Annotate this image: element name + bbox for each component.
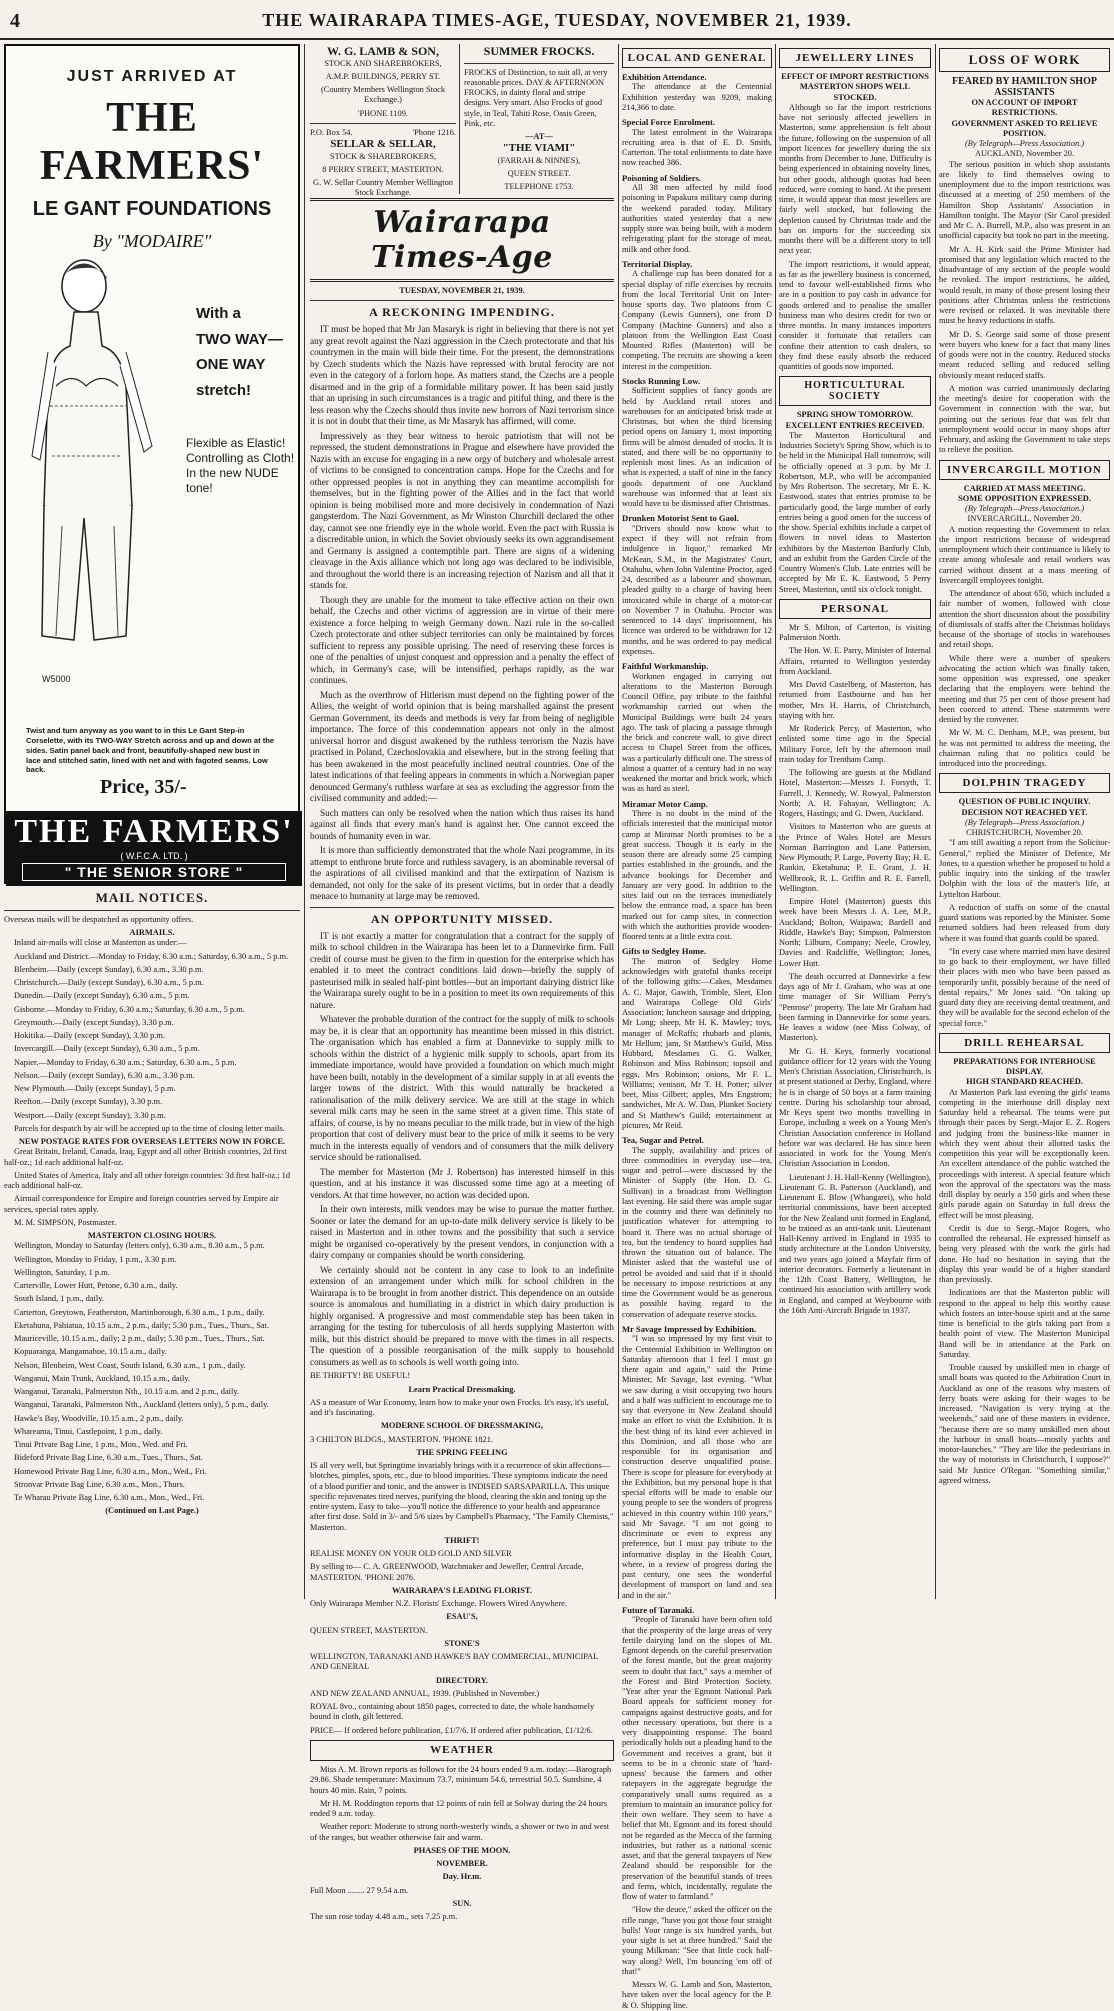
local-item-heading: Tea, Sugar and Petrol. [622, 1135, 704, 1146]
ad-thrifty: BE THRIFTY! BE USEFUL! [310, 1371, 411, 1381]
editorial-date: TUESDAY, NOVEMBER 21, 1939. [399, 286, 525, 295]
postage-heading: NEW POSTAGE RATES FOR OVERSEAS LETTERS NOW IN FORCE. [18, 1137, 286, 1147]
ad-learn: Learn Practical Dressmaking. [408, 1384, 516, 1394]
jewellery-title: JEWELLERY LINES [779, 48, 931, 68]
personal-item: Visitors to Masterton who are guests at the Prince of Wales Hotel are Messrs Norman Barrington and Lane Patterson, New Plymouth; P. Large, Poverty Bay; H. E. Rankin, Eketahuna; P. E. Grant, J. H. Wellbrook, R. L. Griffin and R. E. Farrell, Wellington. [779, 822, 931, 893]
sellar-line: G. W. Sellar Country Member Wellington Stock Exchange. [313, 178, 453, 198]
airmail-entry: Invercargill.—Daily (except Sunday), 6.30 a.m., 5 p.m. [14, 1044, 200, 1054]
article-paragraph: Indications are that the Masterton public will respond to the appeal to help this worthy cause which fosters an inter-house spirit and at the same time is beneficial to the girls taking part from a health point of view. The Masterton Municipal Band will be in attendance at the Park on Saturday. [939, 1288, 1110, 1359]
airmails-heading: AIRMAILS. [129, 928, 175, 938]
moon-row: Full Moon ........ 27 9.54 a.m. [310, 1885, 409, 1895]
editorial-paragraph: We certainly should not be content in any case to look to an indefinite extension of an arrangement under which milk for school children in the Wairarapa is to be brought in from another district. This dependence on an outside source is anomalous and humiliating in a district in which dairy production is highly organised. A progressive and most commendable step has been taken in arranging for the testing for tuberculosis of all herds supplying Masterton with milk, but this district should be prepared to move with the times in all respects. The question of a possible reorganisation of the milk supply to household consumers as well as to schools is well worth going into. [310, 1264, 614, 1367]
lamb-line: (Country Members Wellington Stock Exchange.) [320, 85, 446, 105]
local-item-heading: Poisoning of Soldiers. [622, 172, 702, 183]
closing-entry: Wellington, Monday to Friday, 1 p.m., 3.30 p.m. [14, 1254, 177, 1264]
ad-slogan-line: TWO WAY— [196, 330, 283, 348]
article-paragraph: "In every case where married men have desired to go back to their employment, we have filled their places with men who have been passed as temporarily unfit, possibly because of the need of dental repairs," Mr Jones said. "On taking up guard duty they are receiving dental treatment, and they will be available for the second echelon of the special force." [939, 946, 1110, 1028]
airmail-entry: Dunedin.—Daily (except Sunday), 6.30 a.m., 5 p.m. [14, 991, 190, 1001]
viami-name: "THE VIAMI" [502, 142, 576, 155]
ad-product-code: W5000 [42, 674, 71, 684]
local-item-text: Sufficient supplies of fancy goods are held by Auckland retail stores and warehouses for an anticipated brisk trade at Christmas, but when the third licensing period opens on January 1, most importing firms will be almost denuded of stocks. It is stated, and there will be no opportunity to replenish most lines. As an indication of what is expected, a staff of nine in the fancy goods department of one Auckland warehouse was informed that at least six would have to be dismissed after Christmas. [622, 386, 772, 509]
loss-of-work-title: LOSS OF WORK [939, 48, 1110, 72]
local-item-heading: Gifts to Sedgley Home. [622, 946, 707, 957]
ad-greenwood: By selling to— C. A. GREENWOOD, Watchmaker and Jeweller, Central Arcade, MASTERTON. 'PHONE 2076. [310, 1562, 584, 1582]
closing-entry: Kopuaranga, Mangamahoe, 10.15 a.m., daily. [14, 1347, 167, 1357]
frocks-ad [460, 44, 614, 194]
personal-title: PERSONAL [779, 599, 931, 619]
closing-entry: Homewood Private Bag Line, 6.30 a.m., Mon., Wed., Fri. [14, 1466, 207, 1476]
airmail-entry: Gisborne.—Monday to Friday, 6.30 a.m.; Saturday, 6.30 a.m., 5 p.m. [14, 1004, 245, 1014]
airmail-entry: Westport.—Daily (except Sunday), 3.30 p.m. [14, 1110, 166, 1120]
local-item-text: Workmen engaged in carrying out alterations to the Masterton Borough Council Office, pay tribute to the faithful workmanship carried out when the Municipal Buildings were built 24 years ago. The task of placing a passage through the brick and concrete wall, to give direct access to Chapel Street from the offices, was a particularly difficult one. The stress of almost a quarter of a century had in no way weakened the mortar and brick work, which was as hard as steel. [622, 671, 772, 794]
loss-sub1: FEARED BY HAMILTON SHOP ASSISTANTS [952, 76, 1097, 98]
closing-entry: Tinui Private Bag Line, 1 p.m., Mon., Wed. and Fri. [14, 1440, 188, 1450]
closing-entry: Whareama, Tinui, Castlepoint, 1 p.m., daily. [14, 1426, 163, 1436]
airmail-entry: Greymouth.—Daily (except Sunday), 3.30 p.m. [14, 1017, 174, 1027]
loss-sub2: ON ACCOUNT OF IMPORT RESTRICTIONS. [971, 98, 1078, 118]
byline: (By Telegraph—Press Association.) [964, 504, 1085, 513]
closing-entry: Wanganui, Main Trunk, Auckland, 10.15 a.m., daily. [14, 1373, 191, 1383]
personal-item: Mr S. Milton, of Carterton, is visiting Palmerston North. [779, 622, 931, 642]
airmail-entry: Parcels for despatch by air will be accepted up to the time of closing letter mails. [14, 1123, 285, 1133]
ad-florist-head: WAIRARAPA'S LEADING FLORIST. [392, 1585, 532, 1595]
closing-entry: Eketahuna, Pahiatua, 10.15 a.m., 2 p.m., daily; 5.30 p.m., Tues., Thurs., Sat. [14, 1320, 270, 1330]
moon-month: NOVEMBER. [436, 1859, 488, 1869]
editorial-paragraph: In their own interests, milk vendors may be wise to pursue the matter further. Sooner or later the demand for an up-to-date milk delivery service is likely to be raised in Masterton and in other towns and the possibility that such a service might be organised co-operatively by the present vendors, in conjunction with a dairy company or companies should be worth considering. [310, 1204, 614, 1261]
closing-entry: Wellington, Saturday, 1 p.m. [14, 1267, 110, 1277]
article-paragraph: A reduction of staffs on some of the coastal guard stations was reported by the Minister. Some returned soldiers had been released from duty where it was found that guards could be spared. [939, 902, 1110, 943]
closing-entry: Carterton, Greytown, Featherston, Martinborough, 6.30 a.m., 1 p.m., daily. [14, 1307, 265, 1317]
editorial-paragraph: Much as the overthrow of Hitlerism must depend on the fighting power of the Allies, the weight of world opinion that is being marshalled against the present German Government, its deeds and methods is very far from being of negligible importance. The force of this condemnation appears not only in the almost universal horror and disgust awakened by the ruthless terrorism the Nazis have practised in Poland, Czechoslovakia and elsewhere, but in the strong feeling that has been awakened in the most peacefully inclined neutral countries. One of the latest indications of that feeling appears in comments in which a Norwegian paper denounced Germany's ruthless warfare at sea as excluding the aggressor from the civilised community and added:— [310, 689, 614, 804]
local-item-text: The supply, availability and prices of three commodities in everyday use—tea, sugar and petrol—were discussed by the Minister of Supply (the Hon. D. G. Sullivan) in a broadcast from Wellington last evening. He said there was ample sugar in the country and there was definitely no justification whatever for attempting to hoard it. There was no actual shortage of tea, but the tendency to hoard supplies had thrown the situation out of balance. The Minister asked that the wasteful use of petrol be avoided and said that if it should be necessary to impose restrictions at any time the Government would be as generous as possible having regard to the conservation of adequate reserve stocks. [622, 1145, 772, 1319]
logo-tagline: " THE SENIOR STORE " [22, 863, 286, 881]
local-item-heading: Drunken Motorist Sent to Gaol. [622, 513, 739, 524]
local-item-heading: Mr Savage Impressed by Exhibition. [622, 1323, 757, 1334]
loss-sub3: GOVERNMENT ASKED TO RELIEVE POSITION. [951, 118, 1098, 138]
sellar-line: STOCK & SHAREBROKERS, [329, 151, 437, 161]
dol-sub1: QUESTION OF PUBLIC INQUIRY. [958, 797, 1091, 807]
viami-line: (FARRAH & NINNES), [497, 155, 581, 165]
article-paragraph: Mr D. S. George said some of those present were buyers who knew for a fact that many lines of goods were not in the country. Reduced stocks meant reduced selling and reduced selling obviously meant reduced staffs. [939, 329, 1110, 380]
dol-sub2: DECISION NOT REACHED YET. [961, 807, 1088, 817]
ad-school-addr: 3 CHILTON BLDGS., MASTERTON. 'PHONE 1821. [310, 1434, 494, 1444]
horticultural-sub1: SPRING SHOW TOMORROW. [796, 410, 914, 420]
local-item-text: The attendance at the Centennial Exhibition yesterday was 9209, making 214,366 to date. [622, 82, 772, 112]
local-item-text: "Drivers should now know what to expect if they will not refrain from indulgence in liquor," remarked Mr McKean, S.M., in the Magistrates' Court, Otahuhu, when John Valentine Proctor, aged 24, described as a labourer and showman, pleaded guilty to a charge of having been intoxicated while in charge of a motor-car on November 7 in Otahuhu. Proctor was sentenced to 14 days' imprisonment, his licence was ordered to be withdrawn for 12 months, and he was ordered to pay medical expenses. [622, 523, 772, 656]
viami-details [464, 156, 614, 193]
personal-item: Mrs David Castelberg, of Masterton, has returned from Eastbourne and has her mother, Mrs H. Harris, of Christchurch, staying with her. [779, 680, 931, 720]
airmail-entry: Reefton.—Daily (except Sunday), 3.30 p.m. [14, 1097, 163, 1107]
closing-entry: Carterville, Lower Hutt, Petone, 6.30 a.m., daily. [14, 1281, 178, 1291]
airmail-entry: Hokitika.—Daily (except Sunday), 3.30 p.m. [14, 1031, 165, 1041]
sellar-name: SELLAR & SELLAR, [330, 138, 436, 151]
lamb-line: 'PHONE 1109. [357, 108, 409, 118]
personal-item: Empire Hotel (Masterton) guests this week have been Messrs J. A. Lee, M.P., Auckland; Bolton, Waipawa; Bardell and Riddle, Hawke's Bay; Simpson, Palmerston North; Lilburn, Company; Neele, Crowley, Davies and Radcliffe, Wellington; Jones, Lower Hutt. [779, 897, 931, 968]
newspaper-header: THE WAIRARAPA TIMES-AGE, TUESDAY, NOVEMBER 21, 1939. [262, 10, 852, 30]
drill-title: DRILL REHEARSAL [939, 1033, 1110, 1053]
local-item-heading: Miramar Motor Camp. [622, 798, 708, 809]
closing-entry: Bideford Private Bag Line, 6.30 a.m., Tues., Thurs., Sat. [14, 1453, 203, 1463]
local-general-title: LOCAL AND GENERAL [622, 48, 772, 68]
ad-feature-line: Controlling as Cloth! [186, 451, 295, 465]
column-2 [310, 44, 614, 1922]
editorial-2-body [310, 931, 614, 1369]
top-ads [310, 44, 614, 198]
ad-slogan-line: stretch! [196, 381, 252, 399]
article-paragraph: Credit is due to Sergt.-Major Rogers, who controlled the rehearsal. He expressed himself as being very pleased with the work the girls had done. He had no hesitation in saying that the display this year would be of a higher standard than previously. [939, 1223, 1110, 1284]
moon-cols: Day. Hr.m. [442, 1872, 482, 1882]
closing-entry: Stronvar Private Bag Line, 6.30 a.m., Mon., Thurs. [14, 1479, 185, 1489]
editorial-2-title: AN OPPORTUNITY MISSED. [370, 911, 554, 926]
dateline: AUCKLAND, November 20. [974, 149, 1075, 159]
local-item-heading: Exhibition Attendance. [622, 72, 707, 82]
airmail-entry: Inland air-mails will close at Masterton as under:— [14, 938, 187, 948]
editorial-1-title: A RECKONING IMPENDING. [369, 305, 555, 320]
personal-item: Mr G. H. Keys, formerly vocational guidance officer for 12 years with the Young Men's Christian Association, Christchurch, is at present stationed at Derby, England, where he is in charge of 50 boys at a farm training centre. During his scholarship tour abroad, Mr Keys spent two months travelling in Europe, including a week on a Young Men's Christian Association conference in Holland before war was declared. He has since been associated in work for the Young Men's Christian Association in London. [779, 1046, 932, 1169]
closing-entry: Te Wharau Private Bag Line, 6.30 a.m., Mon., Wed., Fri. [14, 1493, 205, 1503]
column-3 [622, 44, 772, 2010]
dateline: CHRISTCHURCH, November 20. [966, 828, 1083, 837]
jewellery-sub1: EFFECT OF IMPORT RESTRICTIONS [781, 72, 929, 81]
ad-price: PRICE— If ordered before publication, £1/7/6. If ordered after publication, £1/12/6. [310, 1725, 593, 1735]
broker-ads [310, 44, 460, 198]
classified-ads [310, 1371, 614, 1922]
ad-school: MODERNE SCHOOL OF DRESSMAKING, [380, 1421, 544, 1431]
column-rule [304, 44, 305, 1599]
mail-title: MAIL NOTICES. [95, 890, 209, 905]
airmails-list [4, 938, 300, 1134]
horticultural-title: HORTICULTURAL SOCIETY [779, 376, 931, 406]
frocks-text: FROCKS of Distinction, to suit all, at very reasonable prices. DAY & AFTERNOON FROCKS, in dainty floral and stripe designs. Very smart. Also Frocks of good style, in Teal, Tahiti Rose, Oasis Green, Pink, etc. [464, 67, 608, 128]
weather-paragraph: Mr H. M. Roddington reports that 12 points of rain fell at Solway during the 24 hours ended 9 a.m. today. [310, 1798, 608, 1819]
inv-sub2: SOME OPPOSITION EXPRESSED. [958, 493, 1091, 503]
ad-learn-text: AS a measure of War Economy, learn how to make your own Frocks. It's easy, it's useful, and it's fascinating. [310, 1397, 609, 1417]
local-item-text: Messrs W. G. Lamb and Son, Masterton, have taken over the local agency for the P. & O. Shipping line. [622, 1980, 772, 2010]
editorial-paragraph: IT must be hoped that Mr Jan Masaryk is right in believing that there is not yet any great revolt against the Nazi aggression in the Czech protectorate and that his countrymen in the main will bide their time. For the present, the demonstrations by Czech students which the Nazis have repressed with brutal ferocity are not even in the category of a forlorn hope. As matters stand, the Czechs are a people disarmed and in the grip of a formidable military power. It has been said justly that an uprising in such circumstances is a tragic and pitiful thing, and there is the less reason why the Czechs should thus invite new horrors of Nazi terrorism since it is not in doubt that their time, as Mr Masaryk has affirmed, will come. [310, 324, 614, 427]
ad-just-arrived: JUST ARRIVED AT [66, 68, 238, 85]
ad-slogan-line: ONE WAY [196, 356, 266, 373]
ad-body-text: Twist and turn anyway as you want to in this Le Gant Step-in Corselette, with its TWO-WAY Stretch across and up and down at the sides. Satin panel back and front, beautifully-shaped new bust in lace and stitched satin, lined with net and with fagoted seams. Low back. [26, 726, 275, 775]
ad-price: Price, 35/- [100, 776, 187, 798]
moon-title: PHASES OF THE MOON. [413, 1845, 511, 1855]
local-item-text: "How the deuce," asked the officer on the rifle range, "have you got those four straight bulls! Your range is six hundred yards, but your sight is set at three hundred." Said the young Milkman: "See that little cock half-way along? Well, I'm bouncing 'em off of that!" [622, 1905, 772, 1976]
dolphin-title: DOLPHIN TRAGEDY [939, 773, 1110, 793]
column-1 [4, 44, 300, 1600]
article-paragraph: A motion requesting the Government to relax the import restrictions because of widespread unemployment which their continuance is likely to create among wholesale and retail workers was carried without dissent at a mass meeting of Invercargill employees tonight. [939, 524, 1110, 585]
sellar-phone: 'Phone 1216. [412, 127, 456, 137]
local-item-heading: Faithful Workmanship. [622, 661, 709, 672]
local-item-text: A challenge cup has been donated for a special display of rifle exercises by recruits from the local Territorial Unit on Inter-house sports day. Two platoons from C Company (Lewis Gunners), one from D Company (Machine Gunners) and also a platoon from the Wellington East Coast Mounted Rifles (Masterton) will be competing. The recruits are showing a keen interest in the competition. [622, 269, 772, 371]
ad-slogan [196, 301, 283, 403]
masthead [0, 0, 1114, 40]
byline: (By Telegraph—Press Association.) [964, 817, 1085, 827]
local-item-heading: Future of Taranaki. [622, 1604, 695, 1615]
postage-list [4, 1147, 300, 1228]
personal-items [779, 623, 931, 1316]
drill-body [939, 1088, 1110, 1487]
local-item-text: The matron of Sedgley Home acknowledges with grateful thanks receipt of the following gifts:—Cakes, Mesdames A. C. Major, Gawith, Trimble, Sleet, Elon and Wairarapa College Old Girls' Association; luncheon sausage and dripping, Mr Long; sheep, Mr H. K. Mawley; toys, manager of McRaffs; rhubarb and plants, Mr Hellum; jam, St Matthew's Guild, Miss Hubbard, Mesdames G. G. Walker, Robinson and Miss Robinson; topsoil and eggs, Mrs Robinson; onions, Mr F. L. Williams; venison, Mr T. H. Potter; silver beet, Miss Gilbert; apples, Mrs Engstrom; sandwiches, Mr A. W. Dan, Plunket Society and St Matthew's Guild; entertainment at pictures, Mr Reid. [622, 956, 772, 1130]
sun-title: SUN. [452, 1898, 472, 1908]
invercargill-body [939, 525, 1110, 770]
ad-royal: ROYAL 8vo., containing about 1850 pages, corrected to date, the whole handsomely bound in cloth, gilt lettered. [310, 1702, 595, 1722]
local-item-text: There is no doubt in the mind of the officials interested that the municipal motor camp at Miramar North promises to be a great success. Though it is early in the season there are already some 25 camping parties established in the grounds, and the advance bookings for December and January are very good. In addition to the sites laid out on the terraces immediately below the entrance road, a space has been marked out for camp sites, in connection with which the authorities provide wooden-floored tents at a little extra cost. [622, 809, 772, 942]
farmers-advertisement [4, 44, 300, 884]
ad-maker: By "MODAIRE" [92, 231, 212, 251]
lamb-details [310, 59, 456, 119]
editorial-1-body [310, 324, 614, 903]
weather-paragraph: Weather report: Moderate to strong north-westerly winds, a shower or two in and west of the ranges, but weather otherwise fair and warm. [310, 1822, 610, 1842]
column-rule [618, 44, 619, 1599]
ad-spring: THE SPRING FEELING [416, 1447, 508, 1457]
closing-entry: Hawke's Bay, Woodville, 10.15 a.m., 2 p.m., daily. [14, 1413, 184, 1423]
postage-entry: Airmail correspondence for Empire and foreign countries served by Empire air services, special rates apply. [4, 1194, 279, 1214]
ad-thrift: THRIFT! [444, 1535, 480, 1545]
sellar-details [310, 152, 456, 199]
dateline: INVERCARGILL, November 20. [967, 514, 1082, 524]
ad-product-line: LE GANT FOUNDATIONS [32, 198, 272, 220]
airmail-entry: Nelson.—Daily (except Sunday), 6.30 a.m., 3.30 p.m. [14, 1070, 195, 1080]
local-general-items [622, 72, 772, 2011]
editorial-paragraph: Though they are unable for the moment to take effective action on their own behalf, the Czechs and other victims of aggression are in virtue of their mere existence a force helping to weigh Germany down. Nazi rule in the so-called Czech protectorate and other subject territories can only be maintained by forces sufficient to repress any possible uprising. The need of reserving these forces is one of the penalties of unjust conquest and oppression and a penalty the effect of which, in Germany's case, will be intensified, perhaps rapidly, as the war continues. [310, 594, 614, 686]
postage-entry: Great Britain, Ireland, Canada, Iraq, Egypt and all other British countries, 2d first half-oz.; 1d each additional half-oz. [4, 1147, 287, 1167]
mail-intro: Overseas mails will be despatched as opportunity offers. [4, 914, 194, 924]
ad-stones: STONE'S [444, 1638, 480, 1648]
drill-sub2: HIGH STANDARD REACHED. [966, 1077, 1083, 1087]
horticultural-body: The Masterton Horticultural and Industries Society's Spring Show, which is to be held in the Municipal Hall tomorrow, will be officially opened at 3 p.m. by Mr J. Robertson, M.P., who will be accompanied by Mrs Robertson. The secretary, Mr E. K. Eastwood, states that entries promise to be particularly good, the large number of early entries being a good omen for the success of the show. Special exhibits include a carpet of flowers in novel ideas to Masterton exhibitors by the Masterton Banfurly Club, and an exhibit from the Garden Circle of the Country Women's Club. Late entries will be accepted by Mr E. K. Eastwood, 5 Perry Street, Masterton, until six o'clock tonight. [779, 430, 931, 594]
closing-heading: MASTERTON CLOSING HOURS. [87, 1231, 217, 1241]
column-rule [935, 44, 936, 1599]
article-paragraph: At Masterton Park last evening the girls' teams competing in the interhouse drill display next Saturday held a rehearsal. The teams were put through their paces by Sergt.-Major E. Z. Rogers and judging from the business-like manner in which they went about their allotted tasks the competition this year will be exceptionally keen. An excellent attendance of the public watched the proceedings with interest. A special feature which won the approval of the spectators was the mass drill display by nearly a 150 girls and when these girls parade again on Saturday in full dress the effect will be most pleasing. [939, 1087, 1110, 1220]
farmers-logo [6, 811, 302, 886]
ad-esau: ESAU'S, [446, 1612, 478, 1622]
article-paragraph: "I am still awaiting a report from the Solicitor-General," replied the Minister of Defence, Mr Jones, to a question whether he proposed to hold a public inquiry into the sinking of the trawler Dolphin with the loss of the master's life, at Lyttelton Harbour. [939, 838, 1110, 899]
ad-feature-line: In the new NUDE [186, 466, 279, 480]
page-number: 4 [10, 10, 20, 32]
closing-entry: South Island, 1 p.m., daily. [14, 1294, 104, 1304]
local-item-heading: Territorial Display. [622, 258, 693, 269]
local-item-heading: Stocks Running Low. [622, 375, 701, 386]
loss-body [939, 160, 1110, 456]
article-paragraph: A motion was carried unanimously declaring the meeting's desire for cooperation with the Government in connection with the war, but pointing out the serious fear that was felt that unemployment would occur in many shops after February, and asking the Government to take steps to relieve the position. [939, 383, 1110, 455]
inv-sub1: CARRIED AT MASS MEETING. [963, 483, 1086, 493]
ad-feature-line: Flexible as Elastic! [186, 436, 286, 450]
viami-line: QUEEN STREET. [507, 169, 571, 179]
column-rule [775, 44, 776, 1599]
editorial-paragraph: Whatever the probable duration of the contract for the supply of milk to schools may be, it is clear that an opportunity has meantime been missed in this district. The organisation which has enabled a firm at Dannevirke to supply milk to schools within the district of a hygienic milk supply to schools, apart from its immediate importance, would have provided a foundation on which much might have been built, notably in the development of a similar supply in at all events the larger towns of the district. With this would naturally be bracketed a rationalisation of the milk delivery service. We are still at the stage in which several milk carts may be seen in the same street at a given time. This state of affairs, of course, is by no means peculiar to the milk trade, but in view of the high proportion that cost of delivery must bear to the price of milk it seems to be very much in the interests equally of vendors and of consumers that the milk delivery service should be rationalised. [310, 1014, 614, 1163]
closing-entry: Wanganui, Taranaki, Palmerston Nth., Auckland (letters only), 5 p.m., daily. [14, 1400, 269, 1410]
closing-entry: Nelson, Blenheim, West Coast, South Island, 6.30 a.m., 1 p.m., daily. [14, 1360, 246, 1370]
local-item-text: "People of Taranaki have been often told that the prosperity of the large areas of very fertile dairying land on the slopes of Mt. Egmont depends on the careful preservation of the forest mantle, but the great majority seem to doubt that fact," says a member of the Forest and Bird Protection Society. "Year after year the Egmont National Park Board appeals for sufficient money for campaigns against destructive goats, and for other necessary operations, but there is a very disappointing response. The board periodically holds out a pleading hand to the Government and receives a grant, but it seems to be in a chronic state of 'hard-upness' because the farmers and other ratepayers in the aggregate begrudge the comparatively small sums required as a premium to maintain an insurance policy for their own welfare. They seem to have a belief that Mt. Egmont and its forest should not be regarded as the Mecca of the farming industries, but rather as a national scenic asset, and that the general taxpayers of New Zealand should be responsible for the preservation of the beautiful stands of trees and ferns, which, incidentally, regulate the flow of water to farmland." [622, 1615, 772, 1902]
closing-entry: Wanganui, Taranaki, Palmerston Nth., 10.15 a.m. and 2 p.m., daily. [14, 1387, 240, 1397]
logo-company: ( W.F.C.A. LTD. ) [120, 851, 188, 861]
article-paragraph: While there were a number of speakers advocating the action which was finally taken, some opposition was expressed, one speaker declaring that the employers were behind the meeting and that 75 per cent of those present had been coerced to attend. These statements were denied by the convener. [939, 653, 1110, 724]
local-item-text: The latest enrolment in the Wairarapa recruiting area is that of E. D. Smith, Carterton. The total enlistments to date have now reached 386. [622, 127, 772, 168]
ad-directory: DIRECTORY. [435, 1675, 489, 1685]
frocks-title: SUMMER FROCKS. [483, 44, 595, 58]
ad-slogan-line: With a [196, 305, 241, 322]
editorial-paragraph: It is more than sufficiently demonstrated that the whole Nazi programme, in its attempt to enthrone brute force and ruthless savagery, is an abominable reversal of the aspirations of all civilised mankind and that the extirpation of Nazism is demanded, not only for the sake of its present victims, but in order that a deadly menace to humanity at large may be removed. [310, 845, 614, 902]
jewellery-body [779, 103, 931, 373]
closing-list [4, 1241, 300, 1503]
airmail-entry: New Plymouth.—Daily (except Sunday), 5 p.m. [14, 1084, 176, 1094]
lamb-line: STOCK AND SHAREBROKERS, [324, 58, 442, 68]
airmail-entry: Blenheim.—Daily (except Sunday), 6.30 a.m., 3.30 p.m. [14, 964, 204, 974]
ad-esau-addr: QUEEN STREET, MASTERTON. [310, 1625, 428, 1635]
ad-store-name: THE FARMERS' [39, 95, 265, 189]
drill-sub1: PREPARATIONS FOR INTERHOUSE DISPLAY. [953, 1056, 1096, 1076]
editorial-paragraph: Impressively as they bear witness to heroic patriotism that will not be repressed, the student demonstrations in Prague and elsewhere have provided the Nazis with an excuse for engaging in a new orgy of butchery and wholesale arrest of victims to be consigned to concentration camps. Hope for the Czechs and for other oppressed peoples is not in anything they can meantime accomplish for themselves, but in the fighting power of the Allies and in the fact that world opinion is being mobilised more and more decisively in condemnation of Nazi gangsterdom. The Nazi Government, as Mr Winston Churchill declared the other day, cannot see one friendly eye in the whole world. Even the pact with Russia is a discreditable union, in which the Soviet obviously seeks its own aggrandisement and Germany is assigned a contemptible part. There are signs of a widening cleavage in the Axis alliance which not long ago was declared to be indivisible, and throughout the world there is an increasing rejection of Nazism and all that it stands for. [310, 430, 614, 591]
ad-feature-line: tone! [186, 481, 213, 495]
column-5 [939, 44, 1110, 1600]
jewellery-paragraph: The import restrictions, it would appear, as far as the jewellery business is concerned, tend to favour well-established firms who are in a position to pay cash in advance for goods ordered and to penalise the smaller business man who desires credit for two or three months. In many instances importers consider it fortunate that retailers can confine their attention to cash dealers, so they find these easily absorb the reduced quantities of goods now imported. [779, 259, 931, 371]
lamb-name: W. G. LAMB & SON, [327, 44, 439, 58]
personal-item: The death occurred at Dannevirke a few days ago of Mr J. Graham, who was at one time manager of Sir William Perry's "Penrose" property. The late Mr Graham had been farming in Dannevirke for some years. He leaves a widow (nee Miss Colway, of Masterton). [779, 971, 931, 1043]
jewellery-sub2: MASTERTON SHOPS WELL STOCKED. [799, 82, 911, 102]
personal-item: The following are guests at the Midland Hotel, Masterton:—Messrs J. Forsyth, T. Farrell, J. Kennedy, W. Rowyal, Palmerston North; A. H. Fahayan, Wellington; A. Rogers, Hastings; and G. Dwen, Auckland. [779, 768, 931, 818]
ad-stones-text: WELLINGTON, TARANAKI AND HAWKE'S BAY COMMERCIAL, MUNICIPAL AND GENERAL [310, 1652, 599, 1672]
corselette-illustration [22, 256, 192, 686]
article-paragraph: Trouble caused by unskilled men in charge of small boats was quoted to the Arbitration Court in Auckland as one of the reasons why masters of ferry boats were asking for their wages to be increased. "Navigation is very trying at the weekends," said one of these masters in evidence, "because there are so many unskilled men about the harbour in small boats—mostly yachts and motor-launches." "They are like the pedestrians in the way of motorists in Christchurch, I suppose?" said Mr Justice O'Regan. "Something similar," agreed witness. [939, 1363, 1110, 1485]
continued-note: (Continued on Last Page.) [105, 1506, 199, 1516]
jewellery-paragraph: Although so far the import restrictions have not seriously affected jewellers in Masterton, some apprehension is felt about the future, following on the suspension of all import licences for jewellery during the six months from December to June. Difficulty is being experienced in obtaining novelty lines, but other goods, although quotas had been reduced, were coming to hand. At the present time, it would appear that most jewellers are fairly well stocked, but following the depletion caused by Christmas trade and the ban on imports for the succeeding six months there will be a different story to tell next year. [779, 102, 931, 256]
dolphin-body [939, 838, 1110, 1029]
personal-item: The Hon. W. E. Parry, Minister of Internal Affairs, returned to Wellington yesterday from Auckland. [779, 646, 931, 676]
postage-entry: M. M. SIMPSON, Postmaster. [14, 1217, 117, 1227]
closing-entry: Mauriceville, 10.15 a.m., daily; 2 p.m., daily; 5.30 p.m., Tues., Thurs., Sat. [14, 1334, 265, 1344]
editorial-paragraph: The member for Masterton (Mr J. Robertson) has interested himself in this question, and at his instance it was discussed some time ago at a meeting of vendors. At that time however, no action was decided upon. [310, 1166, 614, 1200]
airmail-entry: Napier.—Monday to Friday, 6.30 a.m.; Saturday, 6.30 a.m., 5 p.m. [14, 1057, 237, 1067]
ad-spring-text: IS all very well, but Springtime invariably brings with it a recurrence of skin affections—blotches, pimples, spots, etc., due to blood impurities. These symptoms indicate the need of a blood purifier and tonic, and the answer is INDISED SARSAPARILLA. This unique specific rejuvenates tired nerves, purifying the blood, clearing the skin and toning up the entire system. Easy to take—you'll notice the difference to your health and appearance after first dose. Sold in 3/- and 5/6 sizes by Campbell's Pharmacy, "The Family Chemists," Masterton. [310, 1461, 614, 1532]
ad-thrift-text: REALISE MONEY ON YOUR OLD GOLD AND SILVER [310, 1549, 512, 1558]
local-item-text: "I was so impressed by my first visit to the Centennial Exhibition in Wellington on Saturday afternoon that I feel I must go there again and again," said the Prime Minister, Mr Savage, last evening. "What we saw during a visit occupying two hours and a half was sufficient to encourage me to say that everyone in New Zealand should make an effort to visit the Exhibition. It is the best thing of its kind ever achieved in this Dominion, and all those who are responsible for its organisation and construction deserve unqualified praise. There is scope for pleasure for everybody at the Exhibition, but my personal hope is that special efforts will be made to enable our young people to see the wonders of progress achieved in this country within 100 years," said Mr Savage. "I am not going to discriminate or even to express any preference, but I must pay tribute to the informative display in the Health Court, where, in a review of progress during the past century, one sees the wonderful development of transport on land and sea and in the air." [622, 1334, 772, 1600]
editorial-paragraph: IT is not exactly a matter for congratulation that a contract for the supply of milk to school children in the Wairarapa has been let to a Dannevirke firm. Full credit of course must be given to the firm in question for the enterprise which has enabled it to meet the contract conditions laid down—briefly the supply of pasteurised milk in sealed half-pint bottles—but an important dairying district like the Wairarapa surely ought to be in a position to meet its own requirements of this nature. [310, 930, 614, 1010]
newspaper-nameplate: Wairarapa Times-Age [371, 205, 553, 275]
invercargill-title: INVERCARGILL MOTION [939, 460, 1110, 480]
article-paragraph: Mr W. M. C. Denham, M.P., was present, but he was not permitted to address the meeting, the chairman ruling that no politics could be introduced into the proceedings. [939, 728, 1110, 768]
article-paragraph: Mr A. H. Kirk said the Prime Minister had promised that any legislation which reacted to the disadvantage of any section of the people would be revoked. The import restrictions, he added, would result, in many of those present losing their positions after Christmas unless the restrictions were revised or relaxed. It was inevitable there must be heavy reductions in staffs. [939, 244, 1110, 326]
article-paragraph: The serious position in which shop assistants are likely to find themselves owing to unemployment due to the import restrictions was discussed at a meeting of 250 members of the Hamilton Shop Assistants' Association in Hamilton tonight. The Mayor (Sir Carol presided and Mr C. A. Burrell, M.P., also was present in an unofficial capacity but took no part in the meeting. [939, 159, 1110, 241]
local-item-heading: Special Force Enrolment. [622, 117, 716, 128]
lamb-line: A.M.P. BUILDINGS, PERRY ST. [325, 71, 441, 81]
weather-title: WEATHER [310, 1740, 614, 1761]
local-item-text: All 38 men affected by mild food poisoning in Papakura military camp during the weekend paraded today. Military authorities stated yesterday that a new supply store was being built, with a modern refrigerating plant for the storage of meat, milk and other food. [622, 183, 772, 254]
viami-at: —AT— [525, 132, 553, 142]
personal-item: Mr Roderick Percy, of Masterton, who enlisted some time ago in the Special Military Force, left by the afternoon mail train today for Trentham Camp. [779, 724, 931, 764]
airmail-entry: Christchurch.—Daily (except Sunday), 6.30 a.m., 5 p.m. [14, 978, 204, 988]
column-4 [779, 44, 931, 1600]
horticultural-sub2: EXCELLENT ENTRIES RECEIVED. [785, 420, 925, 430]
weather-paragraph: Miss A. M. Brown reports as follows for the 24 hours ended 9 a.m. today:—Barograph 29.86. Shade temperature: Maximum 73.7, minimum 54.6, terrestrial 50.5. Sunshine, 4 hours 40 min. Rain, 7 points. [310, 1765, 612, 1795]
article-paragraph: The attendance of about 650, which included a fair number of women, followed with close attention the short discussion about the possibility of dismissals of staffs after the Christmas holidays because of the shortage of stocks in warehouses and retail shops. [939, 589, 1110, 650]
airmail-entry: Auckland and District.—Monday to Friday, 6.30 a.m.; Saturday, 6.30 a.m., 5 p.m. [14, 951, 289, 961]
mail-notices [4, 890, 300, 1517]
sellar-po: P.O. Box 54. [310, 127, 353, 137]
ad-features [186, 436, 294, 496]
closing-entry: Wellington, Monday to Saturday (letters only), 6.30 a.m., 8.30 a.m., 5 p.m. [14, 1241, 265, 1251]
logo-name: THE FARMERS' [14, 813, 294, 850]
ad-directory-text: AND NEW ZEALAND ANNUAL, 1939. (Published in November.) [310, 1688, 540, 1698]
ad-florist-text: Only Wairarapa Member N.Z. Florists' Exchange. Flowers Wired Anywhere. [310, 1599, 567, 1608]
byline: (By Telegraph—Press Association.) [964, 139, 1085, 148]
sellar-line: 8 PERRY STREET, MASTERTON. [322, 164, 444, 174]
personal-item: Lieutenant J. H. Hall-Kenny (Wellington), Lieutenant G. B. Patterson (Auckland), and Lieutenant E. Blow (Whangarei), who hold territorial commissions, have been accepted for the New Zealand unit formed in England, to be trained as an anti-tank unit. Lieutenant Hall-Kenny arrived in England in 1935 to study architecture at the London University, and two years ago joined a Mayfair firm of interior decorators. Formerly a lieutenant in the 12th Coast Battery, Wellington, he continued his association with artillery work in England, and camped at Weybourne with the 16th Anti-Aircraft Brigade in 1937. [779, 1172, 931, 1315]
postage-entry: United States of America, Italy and all other foreign countries: 3d first half-oz.; 1d each additional half-oz. [4, 1170, 291, 1191]
viami-line: TELEPHONE 1753. [504, 182, 574, 192]
sun-text: The sun rose today 4.48 a.m., sets 7.25 p.m. [310, 1912, 458, 1922]
editorial-paragraph: Such matters can only be resolved when the nation which thus raises its hand against all finds that every man's hand is against her. One cannot exceed the bounds of humanity even in war. [310, 807, 614, 841]
